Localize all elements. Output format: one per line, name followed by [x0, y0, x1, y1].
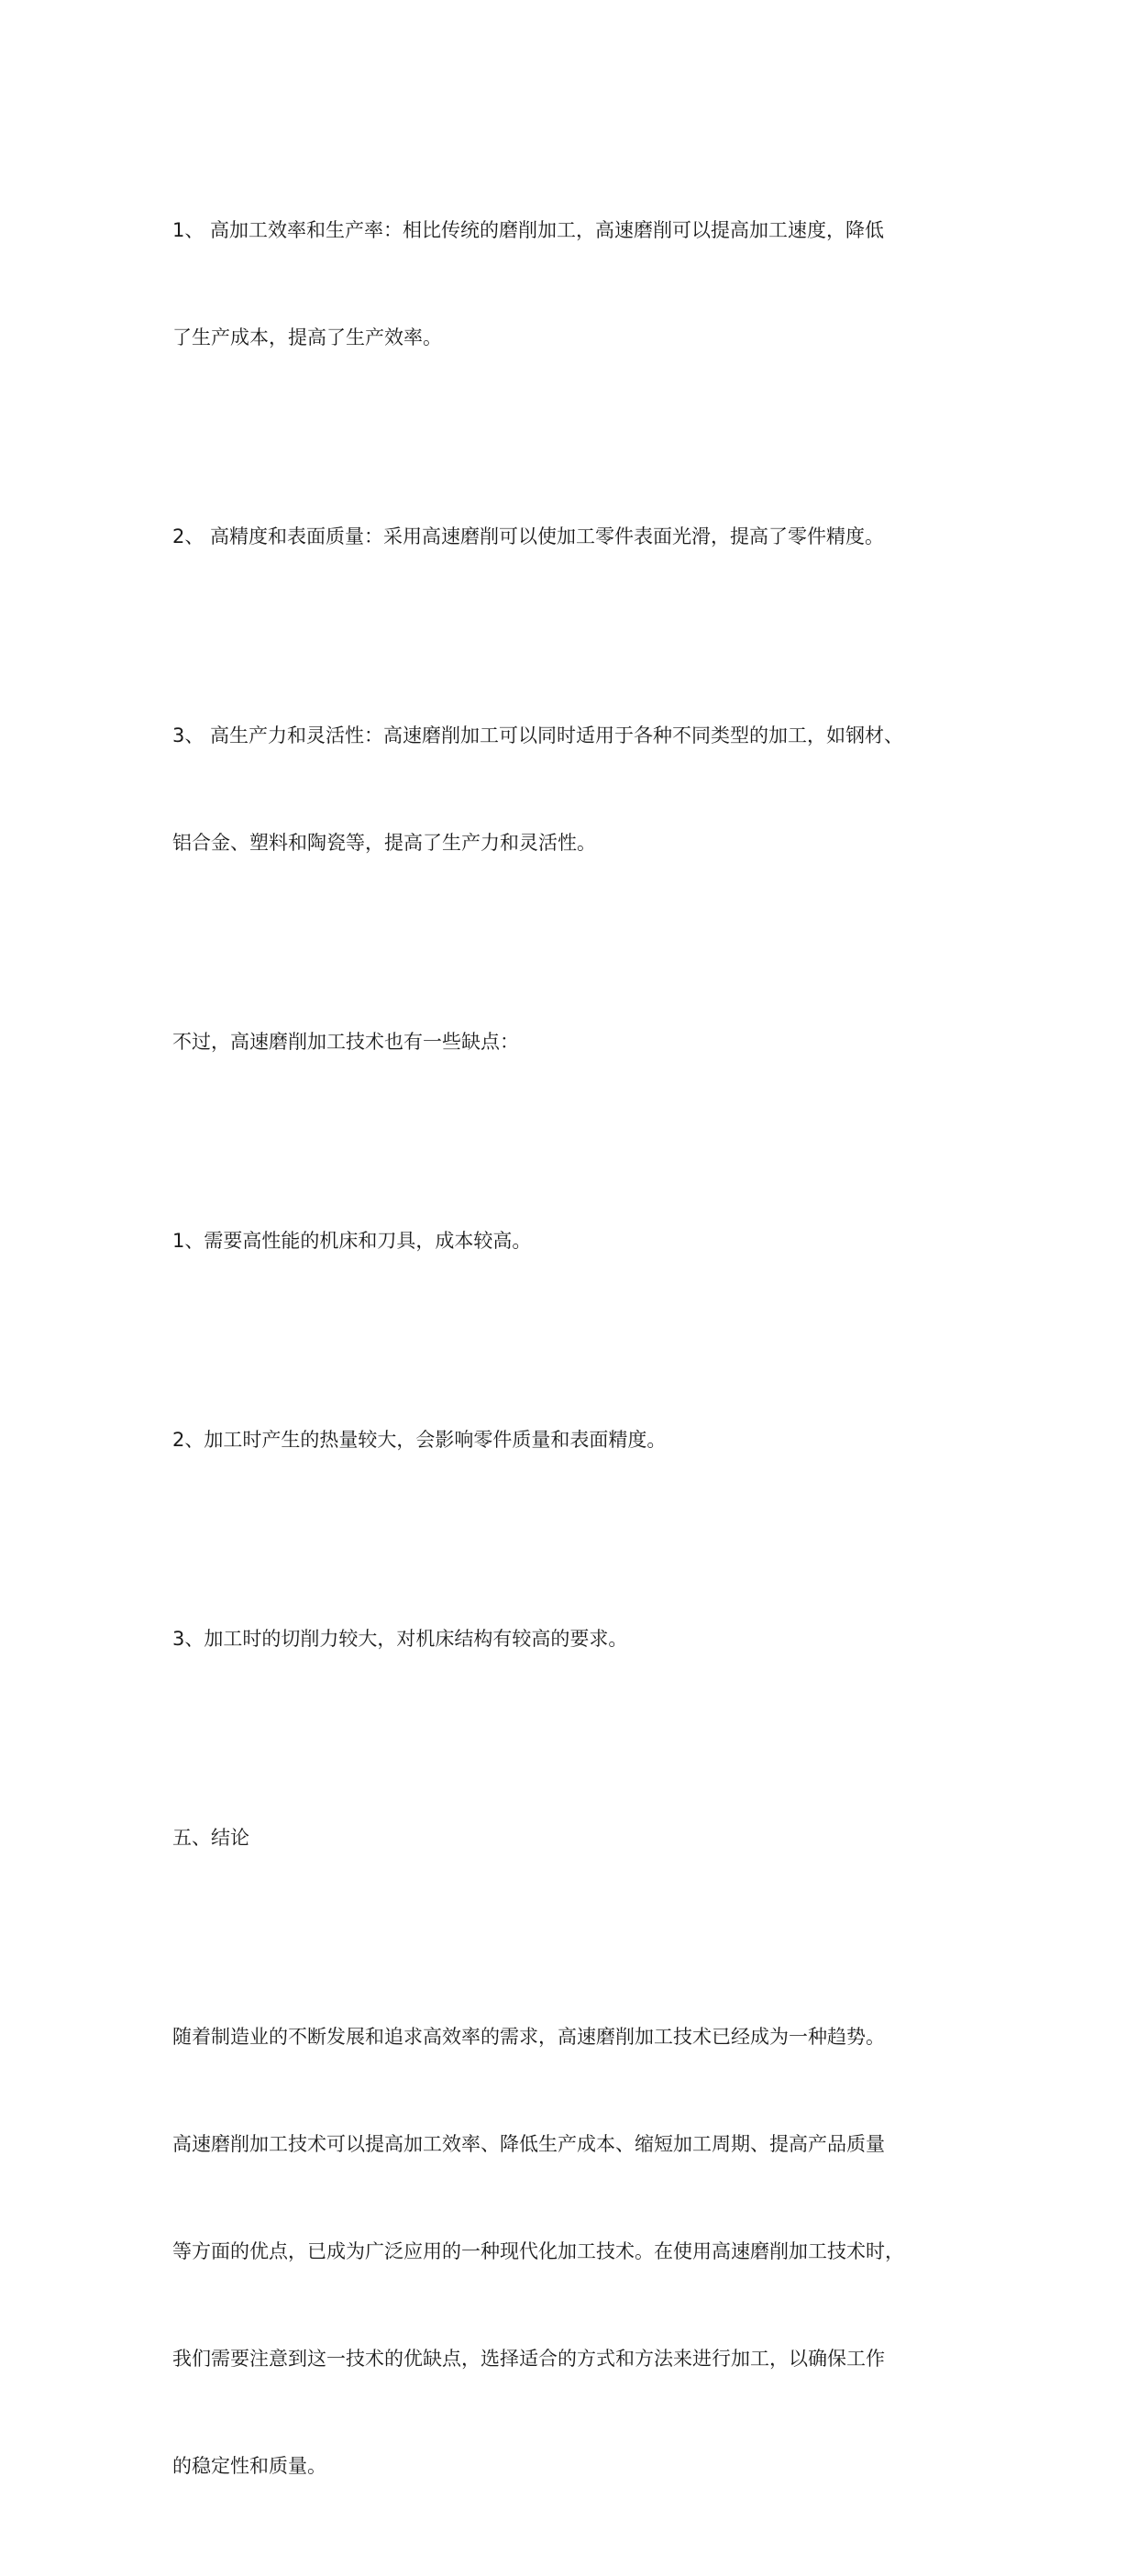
- disadvantage-item-2-text: 2、加工时产生的热量较大，会影响零件质量和表面精度。: [172, 1429, 667, 1451]
- section-heading: [172, 1749, 998, 1928]
- advantage-item-3-line-1: 3、 高生产力和灵活性：高速磨削加工可以同时适用于各种不同类型的加工，如钢材、: [172, 724, 904, 746]
- advantage-item-1: [172, 141, 998, 427]
- conclusion-line-2: 高速磨削加工技术可以提高加工效率、降低生产成本、缩短加工周期、提高产品质量: [172, 2133, 885, 2155]
- conclusion-line-1: 随着制造业的不断发展和追求高效率的需求，高速磨削加工技术已经成为一种趋势。: [172, 2026, 885, 2048]
- disadvantage-item-1: [172, 1152, 998, 1331]
- disadvantage-item-3: [172, 1550, 998, 1729]
- document-body: [172, 141, 998, 2576]
- conclusion-line-3: 等方面的优点，已成为广泛应用的一种现代化加工技术。在使用高速磨削加工技术时，: [172, 2240, 904, 2262]
- advantage-item-2-line-1: 2、 高精度和表面质量：采用高速磨削可以使加工零件表面光滑，提高了零件精度。: [172, 525, 885, 547]
- advantage-item-1-line-1: 1、 高加工效率和生产率：相比传统的磨削加工，高速磨削可以提高加工速度，降低: [172, 219, 885, 241]
- disadvantage-item-1-text: 1、需要高性能的机床和刀具，成本较高。: [172, 1230, 532, 1252]
- advantage-item-3-line-2: 铝合金、塑料和陶瓷等，提高了生产力和灵活性。: [172, 832, 596, 854]
- conclusion-line-4: 我们需要注意到这一技术的优缺点，选择适合的方式和方法来进行加工，以确保工作: [172, 2348, 885, 2370]
- disadvantage-item-2: [172, 1351, 998, 1530]
- advantage-item-2: [172, 448, 998, 626]
- section-heading-text: 五、结论: [172, 1827, 249, 1849]
- disadvantages-intro-text: 不过，高速磨削加工技术也有一些缺点：: [172, 1031, 519, 1053]
- conclusion-line-5: 的稳定性和质量。: [172, 2455, 326, 2477]
- disadvantage-item-3-text: 3、加工时的切削力较大，对机床结构有较高的要求。: [172, 1628, 628, 1650]
- conclusion-paragraph: [172, 1948, 998, 2556]
- advantage-item-1-line-2: 了生产成本，提高了生产效率。: [172, 326, 442, 348]
- disadvantages-intro: [172, 953, 998, 1132]
- advantage-item-3: [172, 647, 998, 933]
